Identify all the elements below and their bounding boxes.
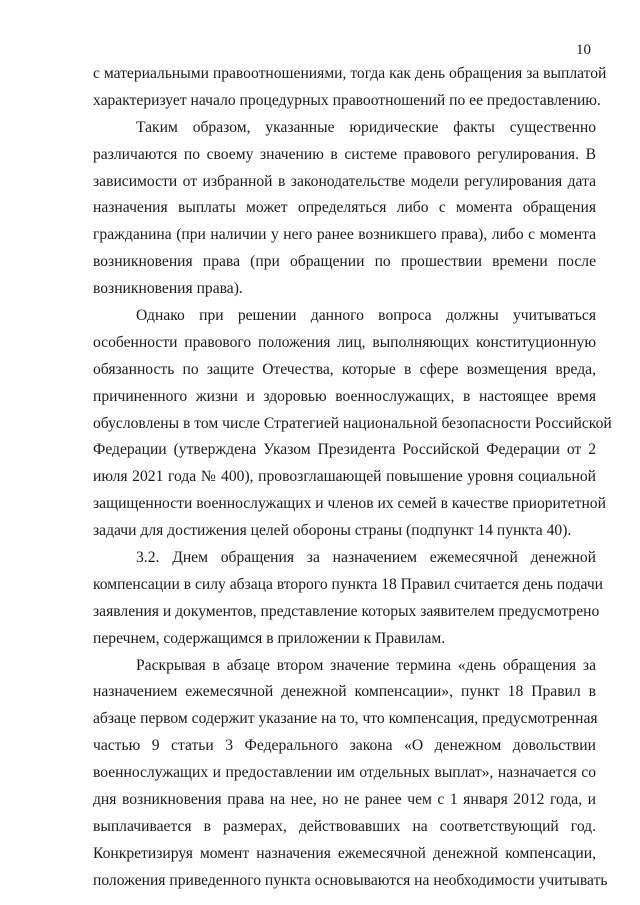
- text-line: назначением ежемесячной денежной компенсации», пункт 18 Правил в: [93, 683, 596, 701]
- text-line: характеризует начало процедурных правоотношений по ее предоставлению.: [93, 91, 601, 109]
- text-line: различаются по своему значению в системе правового регулирования. В: [93, 145, 596, 163]
- text-line: особенности правового положения лиц, выполняющих конституционную: [93, 333, 596, 351]
- text-line: защищенности военнослужащих и членов их семей в качестве приоритетной: [93, 495, 606, 513]
- text-line: обязанность по защите Отечества, которые в сфере возмещения вреда,: [93, 360, 596, 378]
- text-line: назначения выплаты может определяться либо с момента обращения: [93, 199, 596, 217]
- text-line: Таким образом, указанные юридические факты существенно: [136, 118, 596, 136]
- paragraph: [93, 115, 596, 303]
- text-line: компенсации в силу абзаца второго пункта 18 Правил считается день подачи: [93, 575, 604, 593]
- text-line: абзаце первом содержит указание на то, что компенсация, предусмотренная: [93, 710, 598, 728]
- text-line: причиненного жизни и здоровью военнослужащих, в настоящее время: [93, 387, 596, 405]
- text-line: перечнем, содержащимся в приложении к Правилам.: [93, 629, 446, 647]
- text-line: Федерации (утверждена Указом Президента Российской Федерации от 2: [93, 441, 596, 459]
- text-line: зависимости от избранной в законодательстве модели регулирования дата: [93, 172, 596, 190]
- document-body: [93, 61, 612, 895]
- text-line: гражданина (при наличии у него ранее возникшего права), либо с момента: [93, 226, 596, 244]
- text-line: частью 9 статьи 3 Федерального закона «О денежном довольствии: [93, 737, 596, 755]
- text-line: заявления и документов, представление которых заявителем предусмотрено: [93, 602, 600, 620]
- text-line: дня возникновения права на нее, но не ранее чем с 1 января 2012 года, и: [93, 791, 596, 809]
- text-line: Раскрывая в абзаце втором значение термина «день обращения за: [136, 656, 596, 674]
- text-line: июля 2021 года № 400), провозглашающей повышение уровня социальной: [93, 468, 596, 486]
- paragraph: [93, 303, 612, 545]
- text-line: обусловлены в том числе Стратегией национальной безопасности Российской: [93, 414, 612, 432]
- text-line: выплачивается в размерах, действовавших на соответствующий год.: [93, 817, 596, 835]
- text-line: военнослужащих и предоставлении им отдельных выплат», назначается со: [93, 764, 596, 782]
- text-line: возникновения права (при обращении по прошествии времени после: [93, 253, 596, 271]
- page-number: 10: [576, 42, 591, 58]
- text-line: задачи для достижения целей обороны страны (подпункт 14 пункта 40).: [93, 522, 572, 540]
- text-line: 3.2. Днем обращения за назначением ежемесячной денежной: [136, 549, 596, 567]
- paragraph: [93, 61, 607, 115]
- text-line: Однако при решении данного вопроса должны учитываться: [136, 307, 596, 325]
- text-line: Конкретизируя момент назначения ежемесячной денежной компенсации,: [93, 844, 596, 862]
- paragraph: [93, 545, 604, 653]
- text-line: с материальными правоотношениями, тогда как день обращения за выплатой: [93, 65, 607, 82]
- text-line: положения приведенного пункта основываются на необходимости учитывать: [93, 871, 608, 889]
- text-line: возникновения права).: [93, 280, 243, 298]
- paragraph: [93, 653, 608, 895]
